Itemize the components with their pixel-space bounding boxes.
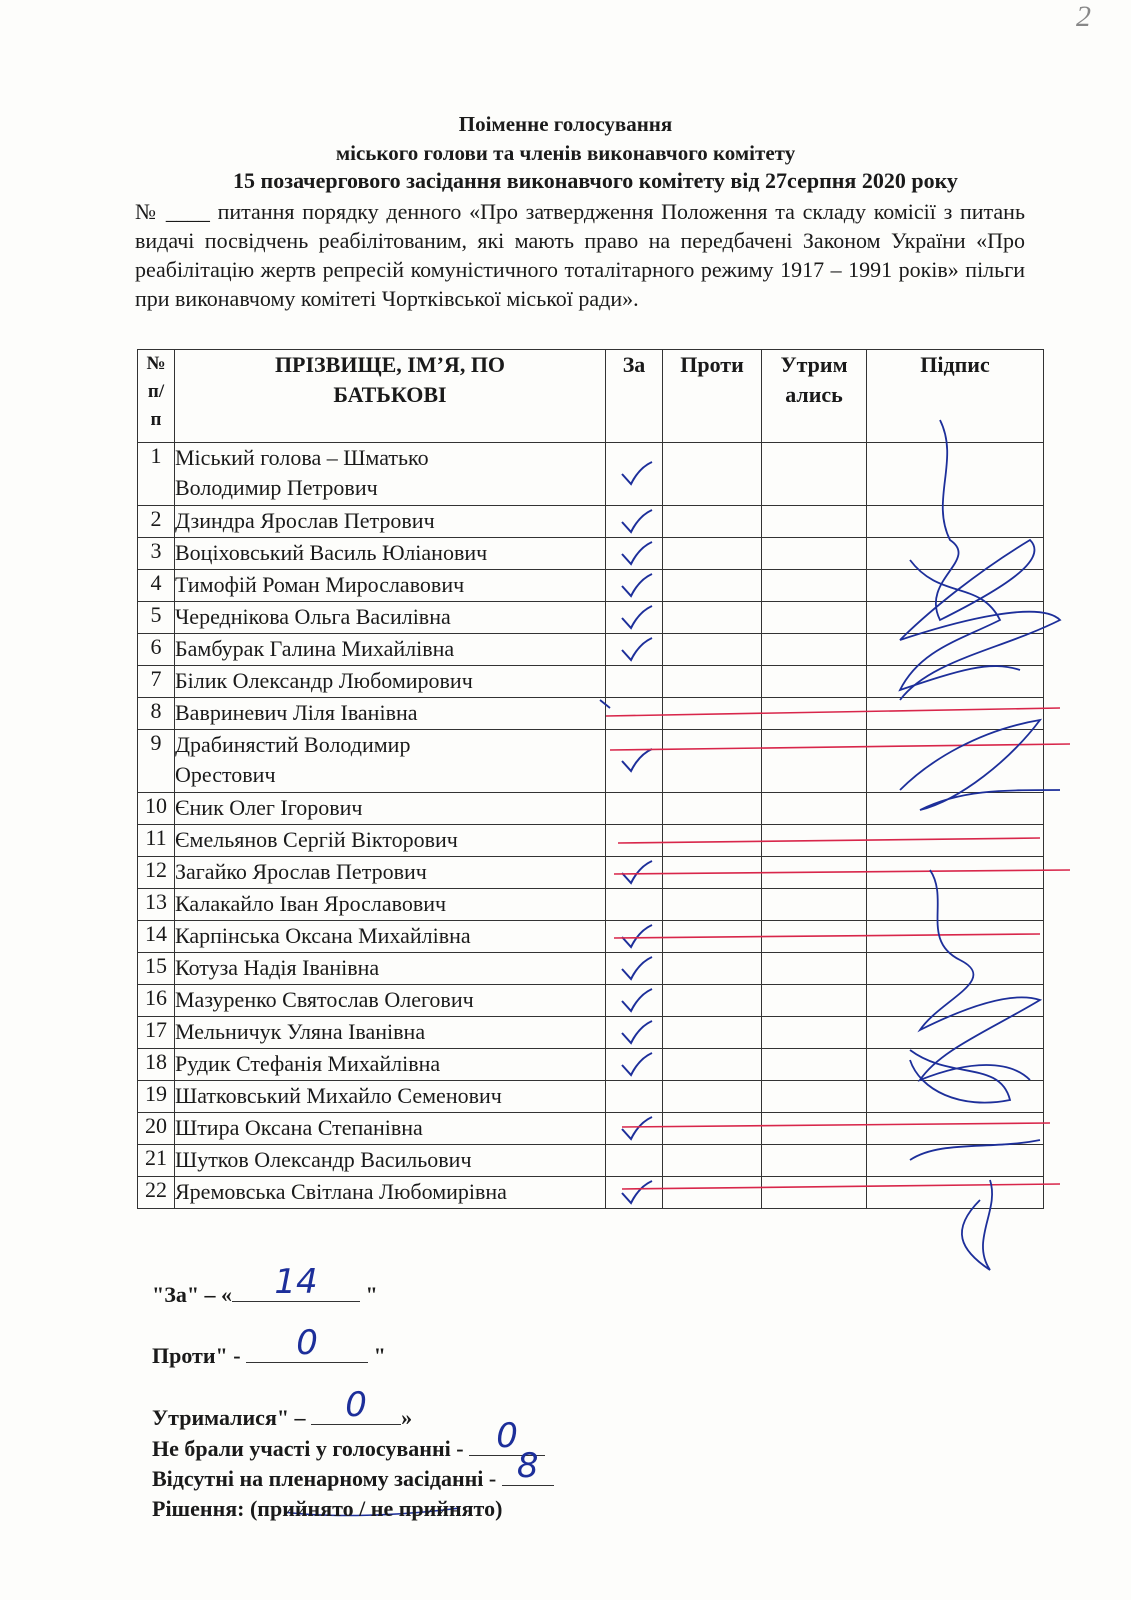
vote-utrym-cell (762, 985, 867, 1017)
checkmark-icon (618, 508, 658, 536)
row-number: 10 (138, 793, 175, 825)
checkmark-icon (618, 747, 658, 775)
total-utrymalysia: Утрималися" – 0 » (152, 1385, 413, 1430)
member-name: Мельничук Уляна Іванівна (175, 1017, 606, 1049)
vote-za-cell (606, 538, 663, 570)
member-name: Ємельянов Сергій Вікторович (175, 825, 606, 857)
vote-za-cell (606, 1049, 663, 1081)
signature-cell (867, 953, 1044, 985)
vote-za-cell (606, 1177, 663, 1209)
checkmark-icon (618, 1019, 658, 1047)
row-number: 5 (138, 602, 175, 634)
member-name: Бамбурак Галина Михайлівна (175, 634, 606, 666)
vote-proty-cell (663, 985, 762, 1017)
vote-utrym-cell (762, 1177, 867, 1209)
vote-row (138, 1049, 1044, 1081)
row-number: 6 (138, 634, 175, 666)
vote-row (138, 1145, 1044, 1177)
vote-row (138, 1113, 1044, 1145)
member-name: Воціховський Василь Юліанович (175, 538, 606, 570)
vote-row (138, 889, 1044, 921)
vote-utrym-cell (762, 634, 867, 666)
member-name: Мазуренко Святослав Олегович (175, 985, 606, 1017)
signature-cell (867, 698, 1044, 730)
vote-za-cell (606, 730, 663, 793)
vote-za-cell (606, 698, 663, 730)
member-name: Білик Олександр Любомирович (175, 666, 606, 698)
vote-za-cell (606, 443, 663, 506)
vote-proty-cell (663, 506, 762, 538)
vote-za-cell (606, 602, 663, 634)
vote-proty-cell (663, 1145, 762, 1177)
member-name: Калакайло Іван Ярославович (175, 889, 606, 921)
vote-za-cell (606, 634, 663, 666)
signature-cell (867, 634, 1044, 666)
signature-cell (867, 825, 1044, 857)
vote-proty-cell (663, 443, 762, 506)
row-number: 7 (138, 666, 175, 698)
row-number: 8 (138, 698, 175, 730)
signature-cell (867, 1113, 1044, 1145)
member-name: Шатковський Михайло Семенович (175, 1081, 606, 1113)
agenda-item-text: № ____ питання порядку денного «Про затвердження Положення та складу комісії з питань видачі посвідчень реабілітованим, які мають право на передбачені Законом України «Про реабілітацію жертв репресій комуністичного тоталітарного режиму 1917 – 1991 років» пільги при виконавчому комітеті Чортківської міської ради». (135, 199, 1025, 311)
vote-row (138, 666, 1044, 698)
member-name: Штира Оксана Степанівна (175, 1113, 606, 1145)
vote-za-cell (606, 666, 663, 698)
row-number: 1 (138, 443, 175, 506)
row-number: 12 (138, 857, 175, 889)
signature-cell (867, 857, 1044, 889)
vote-za-cell (606, 1113, 663, 1145)
row-number: 13 (138, 889, 175, 921)
vote-proty-cell (663, 921, 762, 953)
header-utrym: Утрим ались (762, 350, 867, 443)
total-vid-value: 8 (516, 1446, 539, 1486)
signature-cell (867, 985, 1044, 1017)
signature-cell (867, 1017, 1044, 1049)
vote-utrym-cell (762, 857, 867, 889)
vote-za-cell (606, 1145, 663, 1177)
vote-utrym-cell (762, 538, 867, 570)
vote-table (137, 349, 1044, 1209)
vote-utrym-cell (762, 730, 867, 793)
row-number: 21 (138, 1145, 175, 1177)
vote-proty-cell (663, 1113, 762, 1145)
row-number: 4 (138, 570, 175, 602)
vote-utrym-cell (762, 506, 867, 538)
vote-row (138, 793, 1044, 825)
total-za-value: 14 (274, 1262, 318, 1302)
vote-proty-cell (663, 1177, 762, 1209)
member-name: Вавриневич Ліля Іванівна (175, 698, 606, 730)
vote-proty-cell (663, 666, 762, 698)
row-number: 20 (138, 1113, 175, 1145)
vote-proty-cell (663, 889, 762, 921)
vote-proty-cell (663, 857, 762, 889)
doc-title-line2: міського голови та членів виконавчого комітету (335, 141, 796, 165)
member-name: Загайко Ярослав Петрович (175, 857, 606, 889)
vote-row (138, 730, 1044, 793)
row-number: 19 (138, 1081, 175, 1113)
vote-utrym-cell (762, 1081, 867, 1113)
checkmark-icon (618, 604, 658, 632)
member-name: Міський голова – Шматько Володимир Петрович (175, 443, 606, 506)
total-proty: Проти" - 0 " (152, 1323, 386, 1368)
header-proty: Проти (663, 350, 762, 443)
signature-cell (867, 1081, 1044, 1113)
vote-row (138, 570, 1044, 602)
vote-proty-cell (663, 634, 762, 666)
vote-proty-cell (663, 1049, 762, 1081)
total-nbr-value: 0 (496, 1416, 518, 1456)
vote-table-header (138, 350, 1044, 443)
checkmark-icon (618, 859, 658, 887)
vote-proty-cell (663, 953, 762, 985)
total-utr-value: 0 (345, 1385, 367, 1425)
vote-proty-cell (663, 570, 762, 602)
vote-utrym-cell (762, 1049, 867, 1081)
total-za: "За" – « 14 " (152, 1262, 378, 1307)
vote-row (138, 538, 1044, 570)
doc-title-line3: 15 позачергового засідання виконавчого комітету від 27серпня 2020 року (233, 168, 958, 193)
row-number: 14 (138, 921, 175, 953)
vote-row (138, 634, 1044, 666)
member-name: Єник Олег Ігорович (175, 793, 606, 825)
signature-cell (867, 570, 1044, 602)
checkmark-icon (618, 540, 658, 568)
signature-cell (867, 538, 1044, 570)
checkmark-icon (618, 1115, 658, 1143)
header-number: № п/ п (138, 350, 175, 443)
vote-proty-cell (663, 698, 762, 730)
vote-utrym-cell (762, 443, 867, 506)
vote-row (138, 1177, 1044, 1209)
checkmark-icon (618, 460, 658, 488)
vote-proty-cell (663, 1081, 762, 1113)
member-name: Яремовська Світлана Любомирівна (175, 1177, 606, 1209)
vote-row (138, 985, 1044, 1017)
total-vidsutni: Відсутні на пленарному засіданні - 8 (152, 1466, 554, 1492)
signature-cell (867, 666, 1044, 698)
row-number: 22 (138, 1177, 175, 1209)
member-name: Дзиндра Ярослав Петрович (175, 506, 606, 538)
vote-row (138, 953, 1044, 985)
checkmark-icon (618, 987, 658, 1015)
vote-za-cell (606, 857, 663, 889)
checkmark-icon (618, 955, 658, 983)
vote-proty-cell (663, 538, 762, 570)
member-name: Драбинястий Володимир Орестович (175, 730, 606, 793)
member-name: Котуза Надія Іванівна (175, 953, 606, 985)
decision-value: прийнято / не прийнято (257, 1496, 496, 1521)
vote-utrym-cell (762, 698, 867, 730)
row-number: 3 (138, 538, 175, 570)
vote-proty-cell (663, 1017, 762, 1049)
signature-cell (867, 793, 1044, 825)
checkmark-icon (618, 923, 658, 951)
vote-row (138, 857, 1044, 889)
vote-utrym-cell (762, 602, 867, 634)
vote-row (138, 698, 1044, 730)
doc-title-line1: Поіменне голосування (458, 112, 673, 136)
vote-za-cell (606, 570, 663, 602)
row-number: 2 (138, 506, 175, 538)
page-number-mark: 2 (1076, 0, 1091, 33)
signature-cell (867, 889, 1044, 921)
vote-za-cell (606, 1017, 663, 1049)
vote-row (138, 825, 1044, 857)
signature-cell (867, 443, 1044, 506)
signature-cell (867, 1049, 1044, 1081)
signature-cell (867, 506, 1044, 538)
vote-row (138, 1017, 1044, 1049)
row-number: 15 (138, 953, 175, 985)
member-name: Рудик Стефанія Михайлівна (175, 1049, 606, 1081)
vote-row (138, 506, 1044, 538)
vote-utrym-cell (762, 889, 867, 921)
member-name: Тимофій Роман Мирославович (175, 570, 606, 602)
vote-za-cell (606, 506, 663, 538)
row-number: 16 (138, 985, 175, 1017)
signature-cell (867, 1145, 1044, 1177)
header-za: За (606, 350, 663, 443)
header-name: ПРІЗВИЩЕ, ІМ’Я, ПО БАТЬКОВІ (175, 350, 606, 443)
vote-utrym-cell (762, 921, 867, 953)
vote-proty-cell (663, 602, 762, 634)
member-name: Карпінська Оксана Михайлівна (175, 921, 606, 953)
checkmark-icon (618, 1051, 658, 1079)
checkmark-icon (618, 572, 658, 600)
vote-row (138, 602, 1044, 634)
vote-za-cell (606, 921, 663, 953)
row-number: 9 (138, 730, 175, 793)
vote-za-cell (606, 985, 663, 1017)
checkmark-icon (618, 1179, 658, 1207)
vote-za-cell (606, 793, 663, 825)
decision-line: Рішення: (прийнято / не прийнято) (152, 1496, 503, 1521)
signature-cell (867, 921, 1044, 953)
header-signature: Підпис (867, 350, 1044, 443)
signature-cell (867, 1177, 1044, 1209)
vote-proty-cell (663, 825, 762, 857)
vote-proty-cell (663, 730, 762, 793)
row-number: 17 (138, 1017, 175, 1049)
vote-row (138, 1081, 1044, 1113)
vote-utrym-cell (762, 953, 867, 985)
member-name: Шутков Олександр Васильович (175, 1145, 606, 1177)
total-proty-value: 0 (296, 1323, 318, 1363)
vote-proty-cell (663, 793, 762, 825)
vote-utrym-cell (762, 570, 867, 602)
signature-cell (867, 730, 1044, 793)
vote-utrym-cell (762, 666, 867, 698)
vote-za-cell (606, 953, 663, 985)
vote-row (138, 921, 1044, 953)
signature-cell (867, 602, 1044, 634)
vote-za-cell (606, 889, 663, 921)
vote-za-cell (606, 1081, 663, 1113)
vote-utrym-cell (762, 1017, 867, 1049)
row-number: 18 (138, 1049, 175, 1081)
vote-utrym-cell (762, 793, 867, 825)
row-number: 11 (138, 825, 175, 857)
vote-utrym-cell (762, 825, 867, 857)
vote-za-cell (606, 825, 663, 857)
vote-utrym-cell (762, 1145, 867, 1177)
checkmark-icon (618, 636, 658, 664)
vote-row (138, 443, 1044, 506)
total-ne-braly: Не брали участі у голосуванні - 0 (152, 1436, 545, 1462)
vote-utrym-cell (762, 1113, 867, 1145)
member-name: Череднікова Ольга Василівна (175, 602, 606, 634)
